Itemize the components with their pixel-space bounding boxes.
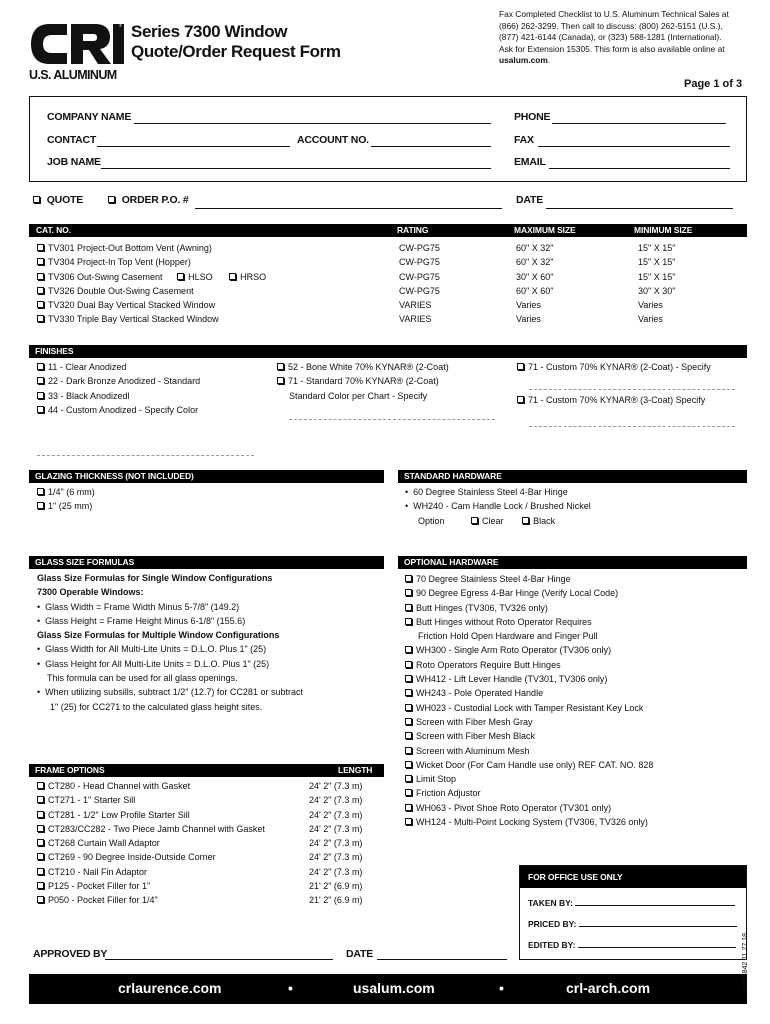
list-item: • When utilizing subsills, subtract 1/2" (12.7) for CC281 or subtract	[37, 687, 303, 698]
catalog-row[interactable]	[37, 270, 737, 284]
date-label: DATE	[516, 194, 544, 206]
max-size-cell: 60" X 32"	[516, 257, 554, 268]
finish-option[interactable]	[37, 374, 200, 388]
length-cell: 24' 2" (7.3 m)	[309, 823, 363, 834]
optional-hardware-header-bar	[398, 556, 747, 569]
catalog-checkbox[interactable]	[37, 258, 44, 265]
opt-hw-label: WH412 - Lift Lever Handle (TV301, TV306 only)	[416, 674, 608, 685]
length-cell: 24' 2" (7.3 m)	[309, 852, 363, 863]
opt-hw-checkbox[interactable]	[405, 804, 412, 811]
formula-subheading: 7300 Operable Windows:	[37, 587, 144, 598]
opt-hw-checkbox[interactable]	[405, 704, 412, 711]
frame-label: CT269 - 90 Degree Inside-Outside Corner	[48, 852, 216, 863]
finish-option[interactable]	[37, 360, 200, 374]
catalog-checkbox[interactable]	[37, 315, 44, 322]
catalog-checkbox[interactable]	[37, 273, 44, 280]
quote-label: QUOTE	[46, 194, 84, 206]
black-checkbox[interactable]	[522, 517, 529, 524]
opt-hw-option[interactable]	[405, 715, 653, 729]
length-cell: 24' 2" (7.3 m)	[309, 838, 363, 849]
finish-label: 11 - Clear Anodized	[48, 362, 127, 372]
finishes-col-3	[517, 360, 711, 374]
finish-label: 71 - Standard 70% KYNAR® (2-Coat)	[288, 376, 439, 387]
opt-hw-checkbox[interactable]	[405, 589, 412, 596]
opt-hw-checkbox[interactable]	[405, 718, 412, 725]
max-size-cell: 60" X 60"	[516, 285, 554, 296]
hlso-option[interactable]	[177, 272, 213, 282]
frame-label: P050 - Pocket Filler for 1/4"	[48, 895, 158, 906]
frame-option[interactable]	[37, 822, 265, 836]
opt-hw-option[interactable]	[405, 601, 653, 615]
opt-hw-checkbox[interactable]	[405, 575, 412, 582]
length-cell: 24' 2" (7.3 m)	[309, 809, 363, 820]
fax-line: Fax Completed Checklist to U.S. Aluminum Technical Sales at	[499, 9, 729, 19]
catalog-checkbox[interactable]	[37, 244, 44, 251]
hlso-checkbox[interactable]	[177, 273, 184, 280]
frame-label: CT280 - Head Channel with Gasket	[48, 781, 191, 791]
formula-item: Glass Height for All Multi-Lite Units = D.L.O. Plus 1" (25)	[45, 658, 270, 669]
list-item: • Glass Height for All Multi-Lite Units = D.L.O. Plus 1" (25)	[37, 658, 270, 669]
page-number: Page 1 of 3	[684, 78, 743, 90]
phone-label: PHONE	[514, 111, 551, 123]
cat-name: TV330 Triple Bay Vertical Stacked Window	[48, 314, 219, 325]
frame-checkbox[interactable]	[37, 782, 44, 789]
min-size-cell: 30" X 30"	[638, 285, 676, 296]
min-size-cell: 15" X 15"	[638, 271, 676, 282]
finish-note: Standard Color per Chart - Specify	[289, 390, 428, 401]
catalog-row[interactable]	[37, 284, 737, 298]
company-name-label: COMPANY NAME	[47, 111, 132, 123]
glazing-label: 1/4" (6 mm)	[48, 487, 95, 497]
finish-checkbox[interactable]	[37, 377, 44, 384]
opt-hw-option[interactable]	[405, 658, 653, 672]
standard-hardware-header: STANDARD HARDWARE	[404, 471, 502, 481]
max-size-cell: 60" X 32"	[516, 243, 554, 253]
fax-line: (866) 262-3299. Then call to discuss: (800) 262-5151 (U.S.),	[499, 20, 723, 31]
optional-hardware-list	[405, 572, 653, 829]
clear-checkbox[interactable]	[471, 517, 478, 524]
max-size-cell: Varies	[516, 300, 541, 311]
cat-name: TV320 Dual Bay Vertical Stacked Window	[48, 300, 216, 311]
frame-checkbox[interactable]	[37, 896, 44, 903]
opt-hw-option[interactable]	[405, 786, 653, 800]
crl-us-aluminum-logo	[29, 18, 124, 86]
account-no-label: ACCOUNT NO.	[297, 134, 369, 146]
hrso-option[interactable]	[229, 272, 266, 282]
hrso-checkbox[interactable]	[229, 273, 236, 280]
approval-date-field[interactable]	[377, 950, 507, 960]
formula-heading: Glass Size Formulas for Single Window Configurations	[37, 573, 273, 583]
office-use-header: FOR OFFICE USE ONLY	[520, 866, 746, 888]
formula-heading: Glass Size Formulas for Multiple Window Configurations	[37, 630, 280, 641]
opt-hw-checkbox[interactable]	[405, 761, 412, 768]
min-size-cell: Varies	[638, 300, 663, 311]
opt-hw-label: Screen with Fiber Mesh Gray	[416, 716, 533, 727]
title-line-2: Quote/Order Request Form	[131, 42, 341, 61]
opt-hw-checkbox[interactable]	[405, 789, 412, 796]
opt-hw-label: Screen with Fiber Mesh Black	[416, 731, 536, 742]
opt-hw-checkbox[interactable]	[405, 661, 412, 668]
glazing-header-bar	[29, 470, 384, 483]
standard-color-field[interactable]	[289, 410, 495, 420]
order-po-label: ORDER P.O. #	[121, 194, 189, 206]
rating-cell: CW-PG75	[399, 285, 440, 296]
rating-cell: CW-PG75	[399, 257, 440, 268]
catalog-header-bar	[29, 224, 747, 237]
frame-options-header-bar	[29, 764, 384, 777]
opt-hw-option[interactable]	[405, 643, 653, 657]
rating-column	[399, 241, 440, 327]
length-cell: 21' 2" (6.9 m)	[309, 881, 363, 892]
length-cell: 24' 2" (7.3 m)	[309, 781, 363, 791]
formula-note: 1" (25) for CC271 to the calculated glass height sites.	[50, 701, 263, 712]
opt-hw-checkbox[interactable]	[405, 747, 412, 754]
opt-hw-checkbox[interactable]	[405, 775, 412, 782]
company-name-field[interactable]	[134, 114, 491, 124]
office-use-box	[519, 865, 747, 960]
frame-option[interactable]	[37, 793, 265, 807]
standard-hardware-list	[405, 485, 591, 528]
form-title	[131, 22, 341, 62]
opt-hw-option[interactable]	[405, 586, 653, 600]
edited-by-field[interactable]	[578, 940, 736, 948]
glazing-checkbox[interactable]	[37, 488, 44, 495]
catalog-list	[37, 241, 737, 327]
crl-arch-link[interactable]: crl-arch.com	[566, 980, 651, 996]
opt-hw-option[interactable]	[405, 686, 653, 700]
opt-hw-option[interactable]	[405, 772, 653, 786]
glazing-option[interactable]	[37, 499, 95, 513]
email-label: EMAIL	[514, 156, 546, 168]
hrso-label: HRSO	[240, 271, 267, 282]
opt-hw-checkbox[interactable]	[405, 689, 412, 696]
frame-label: CT281 - 1/2" Low Profile Starter Sill	[48, 809, 190, 820]
glazing-header: GLAZING THICKNESS (NOT INCLUDED)	[35, 471, 194, 481]
list-item: • WH240 - Cam Handle Lock / Brushed Nickel	[405, 501, 591, 512]
frame-label: CT268 Curtain Wall Adaptor	[48, 838, 160, 849]
title-line-1: Series 7300 Window	[131, 22, 288, 41]
date-field[interactable]	[546, 199, 733, 209]
opt-hw-checkbox[interactable]	[405, 646, 412, 653]
finish-label: 71 - Custom 70% KYNAR® (2-Coat) - Specify	[528, 362, 711, 372]
opt-hw-option[interactable]	[405, 801, 653, 815]
finish-checkbox[interactable]	[517, 363, 524, 370]
custom-3coat-color-field[interactable]	[529, 417, 735, 427]
catalog-checkbox[interactable]	[37, 301, 44, 308]
finish-checkbox[interactable]	[277, 363, 284, 370]
opt-hw-label: Butt Hinges (TV306, TV326 only)	[416, 602, 548, 613]
approved-by-field[interactable]	[105, 950, 333, 960]
col-cat-no: CAT. NO.	[36, 225, 71, 235]
document-code: AV08842 11.27.18	[742, 933, 749, 990]
length-header: LENGTH	[338, 765, 373, 775]
rating-cell: CW-PG75	[399, 271, 440, 282]
email-field[interactable]	[549, 159, 730, 169]
finish-option[interactable]	[277, 360, 449, 374]
custom-anodized-color-field[interactable]	[37, 446, 254, 456]
frame-checkbox[interactable]	[37, 825, 44, 832]
opt-hw-checkbox[interactable]	[405, 618, 412, 625]
rating-cell: VARIES	[399, 300, 432, 311]
catalog-row[interactable]	[37, 241, 737, 255]
priced-by-row	[528, 919, 737, 929]
finish-checkbox[interactable]	[277, 377, 284, 384]
finish-option[interactable]	[277, 374, 449, 388]
frame-checkbox[interactable]	[37, 868, 44, 875]
frame-option[interactable]	[37, 836, 265, 850]
edited-by-label: EDITED BY:	[528, 940, 576, 950]
list-item: • Glass Width = Frame Width Minus 5-7/8" (149.2)	[37, 601, 240, 612]
frame-options-list	[37, 779, 265, 908]
formula-note: This formula can be used for all glass openings.	[47, 673, 238, 684]
catalog-checkbox[interactable]	[37, 287, 44, 294]
frame-option[interactable]	[37, 879, 265, 893]
finish-option[interactable]	[37, 403, 200, 417]
min-size-cell: 15" X 15"	[638, 257, 676, 268]
max-size-column	[516, 241, 553, 327]
finish-label: 71 - Custom 70% KYNAR® (3-Coat) Specify	[528, 395, 706, 405]
fax-label: FAX	[514, 134, 534, 146]
svg-text:®: ®	[119, 23, 122, 28]
cat-name: TV301 Project-Out Bottom Vent (Awning)	[48, 243, 212, 253]
frame-option[interactable]	[37, 865, 265, 879]
frame-label: CT283/CC282 - Two Piece Jamb Channel with Gasket	[48, 823, 265, 834]
opt-hw-checkbox[interactable]	[405, 604, 412, 611]
opt-hw-continuation: Friction Hold Open Hardware and Finger Pull	[418, 631, 598, 642]
glazing-option[interactable]	[37, 485, 95, 499]
glazing-label: 1" (25 mm)	[48, 501, 93, 512]
finishes-col-1	[37, 360, 200, 417]
contact-label: CONTACT	[47, 134, 97, 146]
opt-hw-label: Limit Stop	[416, 774, 457, 785]
fax-line: Ask for Extension 15305. This form is also available online at	[499, 43, 725, 54]
taken-by-label: TAKEN BY:	[528, 898, 574, 908]
finishes-header-bar	[29, 345, 747, 358]
rating-cell: VARIES	[399, 314, 432, 325]
opt-hw-label: 70 Degree Stainless Steel 4-Bar Hinge	[416, 574, 571, 584]
approved-by-label: APPROVED BY	[33, 948, 108, 960]
opt-hw-checkbox[interactable]	[405, 818, 412, 825]
opt-hw-option[interactable]	[405, 572, 653, 586]
opt-hw-label: Wicket Door (For Cam Handle use only) REF CAT. NO. 828	[416, 759, 654, 770]
finish-label: 52 - Bone White 70% KYNAR® (2-Coat)	[288, 362, 449, 372]
formula-item: Glass Height = Frame Height Minus 6-1/8" (155.6)	[45, 615, 246, 626]
catalog-row[interactable]	[37, 312, 737, 326]
cat-name: TV326 Double Out-Swing Casement	[48, 285, 194, 296]
hlso-label: HLSO	[188, 271, 213, 282]
cat-name: TV304 Project-In Top Vent (Hopper)	[48, 257, 191, 268]
list-item: • Glass Width for All Multi-Lite Units = D.L.O. Plus 1" (25)	[37, 644, 267, 655]
col-min-size: MINIMUM SIZE	[634, 225, 693, 235]
clear-label: Clear	[482, 515, 504, 526]
finishes-col-3b	[517, 393, 705, 407]
list-item: • Glass Height = Frame Height Minus 6-1/8" (155.6)	[37, 615, 246, 626]
opt-hw-checkbox[interactable]	[405, 675, 412, 682]
option-label: Option	[418, 515, 445, 526]
glazing-checkbox[interactable]	[37, 502, 44, 509]
length-cell: 24' 2" (7.3 m)	[309, 795, 363, 806]
finish-option[interactable]	[37, 389, 200, 403]
formula-item: Glass Width for All Multi-Lite Units = D.L.O. Plus 1" (25)	[45, 644, 267, 655]
opt-hw-label: WH124 - Multi-Point Locking System (TV306, TV326 only)	[416, 817, 648, 828]
fax-url-link[interactable]: usalum.com	[499, 55, 548, 65]
job-name-label: JOB NAME	[47, 156, 101, 168]
frame-option[interactable]	[37, 850, 265, 864]
finishes-col-2	[277, 360, 449, 403]
opt-hw-label: Screen with Aluminum Mesh	[416, 745, 530, 756]
footer-bar	[29, 974, 747, 1004]
fax-instructions	[499, 9, 761, 67]
rating-cell: CW-PG75	[399, 243, 440, 253]
order-po-field[interactable]	[195, 199, 502, 209]
formula-item: When utilizing subsills, subtract 1/2" (12.7) for CC281 or subtract	[45, 687, 303, 698]
order-option[interactable]	[108, 194, 189, 206]
standard-hardware-header-bar	[398, 470, 747, 483]
account-no-field[interactable]	[371, 137, 491, 147]
max-size-cell: 30" X 60"	[516, 271, 554, 282]
finishes-header: FINISHES	[35, 346, 74, 356]
std-hw-item: 60 Degree Stainless Steel 4-Bar Hinge	[413, 487, 568, 497]
opt-hw-option[interactable]	[405, 744, 653, 758]
clear-option[interactable]	[471, 516, 504, 526]
opt-hw-label: WH243 - Pole Operated Handle	[416, 688, 544, 699]
edited-by-row	[528, 940, 736, 950]
std-hw-item: WH240 - Cam Handle Lock / Brushed Nickel	[413, 501, 591, 512]
finish-option[interactable]	[517, 393, 705, 407]
min-size-cell: 15" X 15"	[638, 243, 676, 253]
opt-hw-option[interactable]	[405, 758, 653, 772]
glass-formulas-body	[37, 571, 303, 714]
crlaurence-link[interactable]: crlaurence.com	[118, 980, 222, 996]
usalum-link[interactable]: usalum.com	[353, 980, 435, 996]
phone-field[interactable]	[552, 114, 726, 124]
col-rating: RATING	[397, 225, 429, 235]
contact-field[interactable]	[97, 137, 290, 147]
finish-label: 44 - Custom Anodized - Specify Color	[48, 404, 199, 415]
frame-length-column	[309, 779, 362, 908]
lock-option-row	[405, 514, 591, 528]
finish-label: 22 - Dark Bronze Anodized - Standard	[48, 376, 201, 387]
glass-formulas-header-bar	[29, 556, 384, 569]
min-size-column	[638, 241, 675, 327]
taken-by-field[interactable]	[575, 898, 735, 906]
max-size-cell: Varies	[516, 314, 541, 325]
col-max-size: MAXIMUM SIZE	[514, 225, 576, 235]
frame-label: CT210 - Nail Fin Adaptor	[48, 866, 148, 877]
glazing-list	[37, 485, 95, 514]
priced-by-label: PRICED BY:	[528, 919, 577, 929]
opt-hw-label: Friction Adjustor	[416, 788, 481, 799]
finish-checkbox[interactable]	[517, 396, 524, 403]
priced-by-field[interactable]	[579, 919, 737, 927]
min-size-cell: Varies	[638, 314, 663, 325]
opt-hw-option[interactable]	[405, 672, 653, 686]
fax-field[interactable]	[538, 137, 730, 147]
fax-line: (877) 421-6144 (Canada), or (323) 588-1281 (International).	[499, 32, 722, 42]
opt-hw-label: 90 Degree Egress 4-Bar Hinge (Verify Local Code)	[416, 588, 619, 599]
catalog-row[interactable]	[37, 255, 737, 269]
footer-separator: •	[499, 980, 504, 996]
opt-hw-option[interactable]	[405, 615, 653, 629]
frame-checkbox[interactable]	[37, 882, 44, 889]
opt-hw-label: WH023 - Custodial Lock with Tamper Resistant Key Lock	[416, 702, 644, 713]
glass-formulas-header: GLASS SIZE FORMULAS	[35, 557, 135, 567]
finish-checkbox[interactable]	[37, 392, 44, 399]
frame-option[interactable]	[37, 893, 265, 907]
frame-checkbox[interactable]	[37, 796, 44, 803]
finish-label: 33 - Black Anodizedl	[48, 390, 130, 401]
list-item: • 60 Degree Stainless Steel 4-Bar Hinge	[405, 487, 568, 497]
opt-hw-checkbox[interactable]	[405, 732, 412, 739]
frame-checkbox[interactable]	[37, 811, 44, 818]
black-label: Black	[533, 515, 556, 526]
length-cell: 24' 2" (7.3 m)	[309, 866, 363, 877]
black-option[interactable]	[522, 516, 555, 526]
fax-url-suffix: .	[547, 55, 551, 65]
custom-2coat-color-field[interactable]	[529, 380, 735, 390]
approval-date-label: DATE	[346, 948, 374, 960]
opt-hw-label: Roto Operators Require Butt Hinges	[416, 659, 561, 670]
opt-hw-label: WH300 - Single Arm Roto Operator (TV306 only)	[416, 645, 612, 656]
frame-checkbox[interactable]	[37, 839, 44, 846]
finish-checkbox[interactable]	[37, 406, 44, 413]
footer-separator: •	[288, 980, 293, 996]
finish-checkbox[interactable]	[37, 363, 44, 370]
frame-label: P125 - Pocket Filler for 1"	[48, 881, 151, 892]
order-checkbox[interactable]	[108, 196, 115, 203]
opt-hw-label: WH063 - Pivot Shoe Roto Operator (TV301 only)	[416, 802, 612, 813]
us-aluminum-wordmark: U.S. ALUMINUM	[29, 68, 117, 82]
quote-checkbox[interactable]	[33, 196, 40, 203]
frame-options-header: FRAME OPTIONS	[35, 765, 105, 775]
opt-hw-label: Butt Hinges without Roto Operator Requires	[416, 616, 592, 627]
frame-option[interactable]	[37, 779, 265, 793]
frame-option[interactable]	[37, 808, 265, 822]
job-name-field[interactable]	[101, 159, 491, 169]
opt-hw-option[interactable]	[405, 729, 653, 743]
optional-hardware-header: OPTIONAL HARDWARE	[404, 557, 499, 567]
frame-checkbox[interactable]	[37, 853, 44, 860]
quote-option[interactable]	[33, 194, 83, 206]
cat-name: TV306 Out-Swing Casement	[48, 271, 163, 282]
length-cell: 21' 2" (6.9 m)	[309, 895, 363, 906]
catalog-row[interactable]	[37, 298, 737, 312]
opt-hw-option[interactable]	[405, 701, 653, 715]
frame-label: CT271 - 1" Starter Sill	[48, 795, 136, 806]
taken-by-row	[528, 898, 735, 908]
formula-item: Glass Width = Frame Width Minus 5-7/8" (149.2)	[45, 601, 240, 612]
finish-option[interactable]	[517, 360, 711, 374]
opt-hw-option[interactable]	[405, 815, 653, 829]
